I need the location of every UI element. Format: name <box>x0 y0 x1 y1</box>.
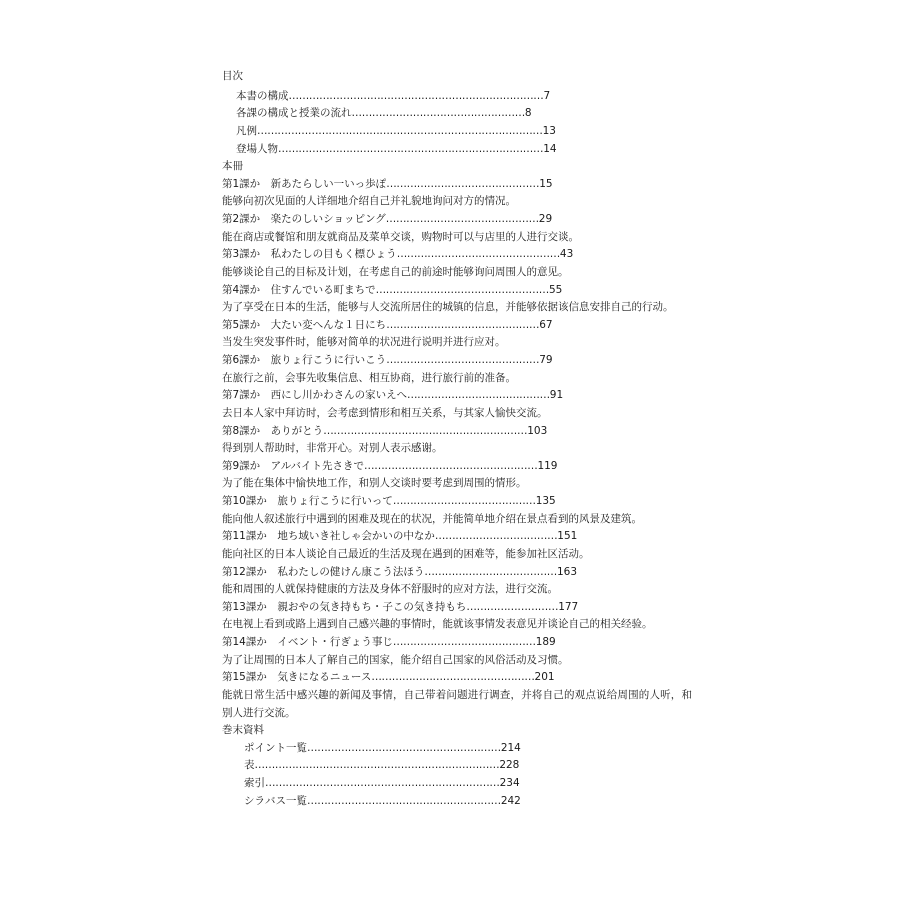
toc-leader: …………………………………… <box>406 389 550 402</box>
toc-page-number: 119 <box>537 459 558 472</box>
toc-lesson-description: 能向他人叙述旅行中遇到的困难及现在的状况，并能简单地介绍在景点看到的风景及建筑。 <box>222 512 642 525</box>
toc-page-number: 201 <box>534 671 555 684</box>
toc-lesson-title <box>222 599 692 617</box>
toc-section-heading-appendix: 巻末資料 <box>222 724 264 737</box>
lesson-title-text: 第10課か 旅りょ行こうに行いって <box>222 495 393 507</box>
toc-page-number: 15 <box>539 177 553 190</box>
toc-page-number: 242 <box>500 794 521 807</box>
lesson-title-text: 第14課か イベント・行ぎょう事じ <box>222 636 393 648</box>
toc-lesson-title <box>222 387 692 405</box>
toc-lesson-title <box>222 669 692 687</box>
toc-entry-label: ポイント一覧 <box>244 741 307 754</box>
lesson-title-text: 第13課か 親おやの気き持もち・子この気き持もち <box>222 600 467 613</box>
toc-section-heading-main: 本冊 <box>222 160 243 173</box>
toc-leader: …………………………………… <box>392 495 536 507</box>
toc-back-item <box>222 775 692 793</box>
lesson-title-text: 第9課か アルバイト先さきで <box>222 459 365 472</box>
toc-lesson-title <box>222 282 692 300</box>
toc-lesson-description: 能向社区的日本人谈论自己最近的生活及现在遇到的困难等，能参加社区活动。 <box>222 547 590 560</box>
toc-page-number: 234 <box>499 777 520 789</box>
toc-lesson-description: 去日本人家中拜访时，会考虑到情形和相互关系，与其家人愉快交流。 <box>222 406 548 419</box>
toc-leader: ……………………………………… <box>386 177 540 190</box>
toc-front-item <box>222 105 692 123</box>
toc-lesson-title <box>222 528 692 546</box>
toc-page-number: 29 <box>538 213 553 225</box>
lesson-title-text: 第11課か 地ち域いき社しゃ会かいの中なか <box>222 530 435 543</box>
toc-lesson-title <box>222 634 692 652</box>
lesson-title-text: 第3課か 私わたしの目もく標ひょう <box>222 248 397 261</box>
toc-lesson-description: 在电视上看到或路上遇到自己感兴趣的事情时，能就该事情发表意见并谈论自己的相关经验。 <box>222 618 653 631</box>
toc-page-number: 189 <box>535 636 556 648</box>
lesson-title-text: 第4課か 住すんでいる町まちで <box>222 283 376 296</box>
toc-heading: 目次 <box>222 70 243 82</box>
toc-page-number: 55 <box>548 283 563 296</box>
toc-leader: ………………………………………………… <box>307 794 501 807</box>
toc-lesson-description: 能和周围的人就保持健康的方法及身体不舒服时的应对方法，进行交流。 <box>222 583 558 596</box>
toc-lesson-description: 当发生突发事件时，能够对简单的状况进行说明并进行应对。 <box>222 336 506 349</box>
toc-lesson-title <box>222 246 692 264</box>
toc-lesson-description: 能够向初次见面的人详细地介绍自己并礼貌地询问对方的情况。 <box>222 195 516 208</box>
toc-lesson-description: 为了能在集体中愉快地工作，和别人交谈时要考虑到周围的情形。 <box>222 477 527 490</box>
lesson-title-text: 第7課か 西にし川かわさんの家いえへ <box>222 389 407 402</box>
toc-lesson-title <box>222 458 692 476</box>
toc-leader: ……………………………………… <box>386 354 540 366</box>
toc-leader: …………………………………………………………………… <box>278 142 544 155</box>
toc-lesson-description: 为了享受在日本的生活，能够与人交流所居住的城镇的信息，并能够依据该信息安排自己的行动。 <box>222 301 674 314</box>
toc-leader: ………………………………………… <box>396 248 560 261</box>
toc-leader: …………………………………………… <box>351 107 525 120</box>
toc-leader: …………………………………………… <box>364 459 538 472</box>
lesson-title-text: 第12課か 私わたしの健けん康こう法ほう <box>222 565 425 578</box>
toc-lesson-title <box>222 493 692 511</box>
toc-lesson-title <box>222 317 692 335</box>
toc-lesson-title <box>222 211 692 229</box>
toc-entry-label: 索引 <box>244 777 265 789</box>
toc-leader: …………………………………………………………… <box>265 777 500 789</box>
toc-leader: ……………………… <box>466 600 559 613</box>
toc-page-number: 7 <box>543 89 551 102</box>
toc-leader: ………………………………………………………………………… <box>257 124 543 137</box>
toc-page-number: 79 <box>539 354 553 366</box>
lesson-title-text: 第15課か 気きになるニュース <box>222 671 372 684</box>
toc-entry-label: 登場人物 <box>236 142 278 155</box>
toc-entry-label: シラバス一覧 <box>244 794 307 807</box>
toc-lesson-description: 能就日常生活中感兴趣的新闻及事情，自己带着问题进行调查，并将自己的观点说给周围的人听，和别人进行交流。 <box>222 688 692 719</box>
lesson-title-text: 第1課か 新あたらしい一いっ歩ぽ <box>222 177 387 190</box>
toc-page-number: 8 <box>524 107 532 120</box>
toc-lesson-description: 为了让周围的日本人了解自己的国家，能介绍自己国家的风俗活动及习惯。 <box>222 653 569 666</box>
toc-back-item <box>222 793 692 811</box>
toc-entry-label: 本書の構成 <box>236 89 289 102</box>
toc-page-number: 14 <box>543 142 557 155</box>
toc-leader: ………………………………… <box>424 565 557 578</box>
toc-leader: ………………………………………………………………… <box>288 89 544 102</box>
toc-back-item <box>222 757 692 775</box>
toc-page-number: 43 <box>559 248 574 261</box>
toc-leader: …………………………………… <box>392 636 536 648</box>
toc-lesson-title <box>222 352 692 370</box>
toc-lesson-description: 在旅行之前，会事先收集信息、相互协商，进行旅行前的准备。 <box>222 371 516 384</box>
toc-leader: ……………………………………… <box>386 318 540 331</box>
toc-page-number: 13 <box>542 124 556 137</box>
toc-entry-label: 各課の構成と授業の流れ <box>236 107 352 120</box>
lesson-title-text: 第2課か 楽たのしいショッピング <box>222 213 386 225</box>
toc-leader: ………………………………………… <box>371 671 535 684</box>
table-of-contents <box>222 68 692 810</box>
toc-back-item <box>222 740 692 758</box>
toc-entry-label: 表 <box>244 759 255 772</box>
toc-lesson-title <box>222 176 692 194</box>
toc-page-number: 163 <box>556 565 578 578</box>
toc-page-number: 214 <box>500 741 521 754</box>
toc-leader: …………………………………………………… <box>323 424 528 437</box>
toc-front-item <box>222 88 692 106</box>
toc-leader: ………………………………………………… <box>307 741 501 754</box>
toc-page-number: 135 <box>535 495 556 507</box>
lesson-title-text: 第5課か 大たい変へんな１日にち <box>222 318 387 331</box>
toc-page-number: 151 <box>557 530 578 543</box>
toc-lesson-description: 能在商店或餐馆和朋友就商品及菜单交谈，购物时可以与店里的人进行交谈。 <box>222 230 579 243</box>
toc-page-number: 177 <box>558 600 579 613</box>
toc-entry-label: 凡例 <box>236 124 257 137</box>
lesson-title-text: 第8課か ありがとう <box>222 424 324 437</box>
toc-front-item <box>222 123 692 141</box>
toc-page-number: 228 <box>499 759 520 772</box>
toc-leader: ……………………………………… <box>385 213 539 225</box>
toc-page-number: 103 <box>527 424 548 437</box>
toc-lesson-description: 能够谈论自己的目标及计划，在考虑自己的前途时能够询问周围人的意见。 <box>222 265 569 278</box>
toc-lesson-title <box>222 564 692 582</box>
toc-lesson-description: 得到别人帮助时，非常开心。对别人表示感谢。 <box>222 442 443 455</box>
toc-leader: …………………………………………… <box>375 283 549 296</box>
lesson-title-text: 第6課か 旅りょ行こうに行いこう <box>222 354 387 366</box>
toc-page-number: 91 <box>549 389 564 402</box>
toc-leader: ……………………………………………………………… <box>254 759 500 772</box>
toc-front-item <box>222 141 692 159</box>
toc-page-number: 67 <box>539 318 553 331</box>
toc-lesson-title <box>222 423 692 441</box>
toc-leader: ……………………………… <box>434 530 558 543</box>
